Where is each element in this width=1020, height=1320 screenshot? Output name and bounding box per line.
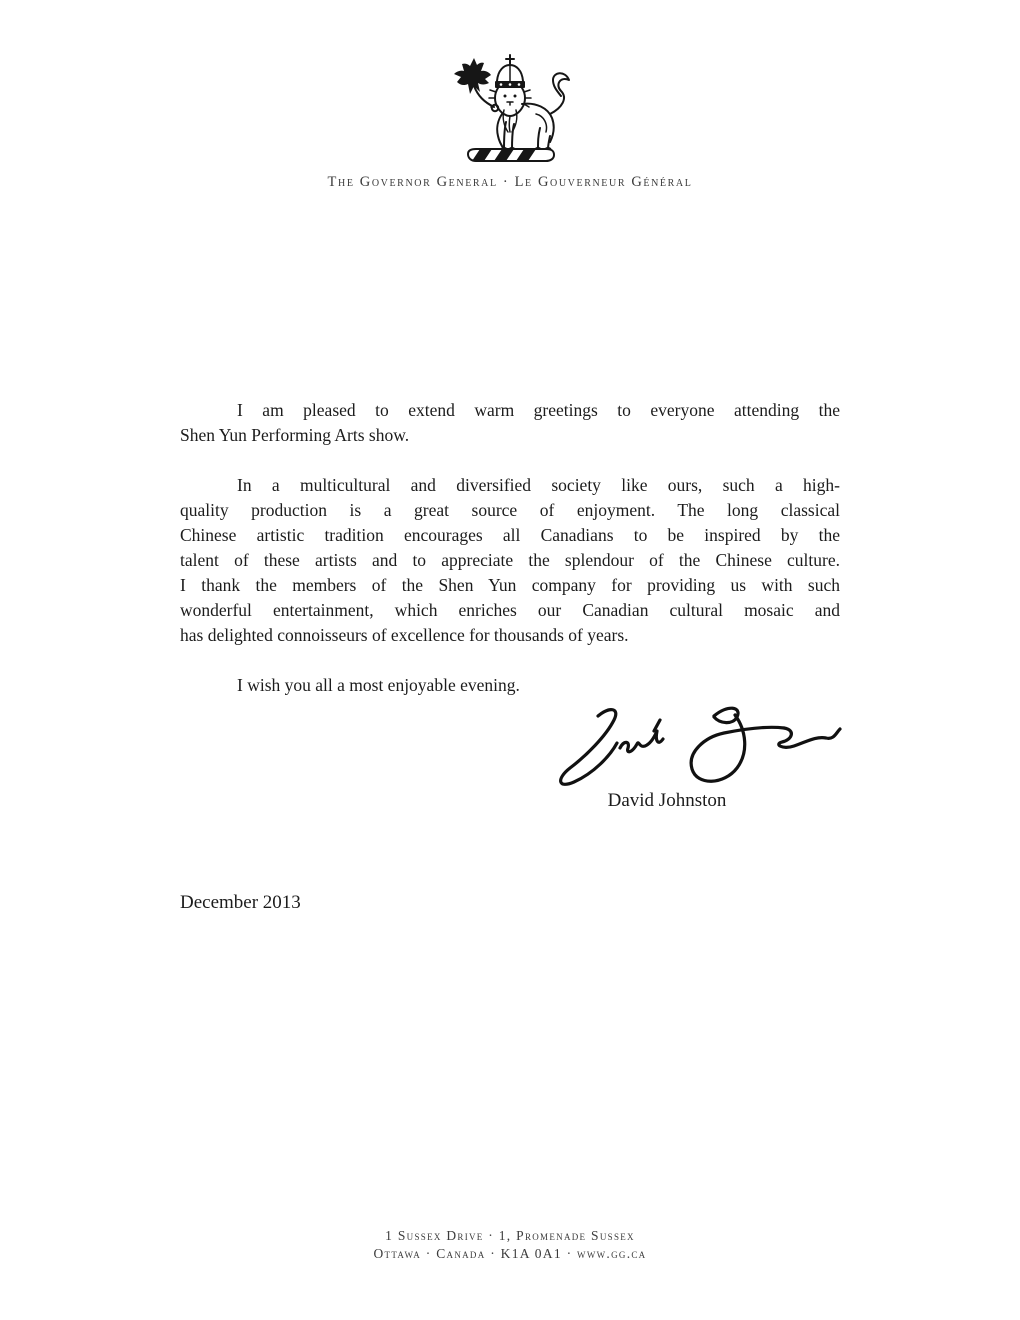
letter-line: In a multicultural and diversified society like ours, such a high- [237,475,840,495]
letter-line: quality production is a great source of enjoyment. The long classical [180,500,840,520]
crowned-lion-maple-leaf-icon [444,52,576,170]
address-footer [0,1227,1020,1263]
letter-line: wonderful entertainment, which enriches our Canadian cultural mosaic and [180,600,840,620]
maple-leaf-icon [454,58,491,94]
letter-date: December 2013 [180,892,301,913]
letter-line: I wish you all a most enjoyable evening. [237,675,520,695]
paragraph [180,398,840,448]
letter-line: I thank the members of the Shen Yun company for providing us with such [180,575,840,595]
letter-line: talent of these artists and to appreciate the splendour of the Chinese culture. [180,550,840,570]
signature-icon [546,700,846,795]
address-line-2: Ottawa · Canada · K1A 0A1 · www.gg.ca [373,1246,647,1261]
letter-line: has delighted connoisseurs of excellence for thousands of years. [180,625,629,645]
address-line-1: 1 Sussex Drive · 1, Promenade Sussex [385,1228,635,1243]
signature [546,700,846,800]
letter-body [180,398,840,698]
paragraph [180,473,840,648]
letter-line: I am pleased to extend warm greetings to everyone attending the [237,400,840,420]
governor-general-crest [444,52,576,175]
signatory-name: David Johnston [607,790,727,811]
letter-line: Chinese artistic tradition encourages all Canadians to be inspired by the [180,525,840,545]
office-tagline: The Governor General · Le Gouverneur Général [327,174,693,190]
letter-line: Shen Yun Performing Arts show. [180,425,410,445]
paragraph [180,673,840,698]
